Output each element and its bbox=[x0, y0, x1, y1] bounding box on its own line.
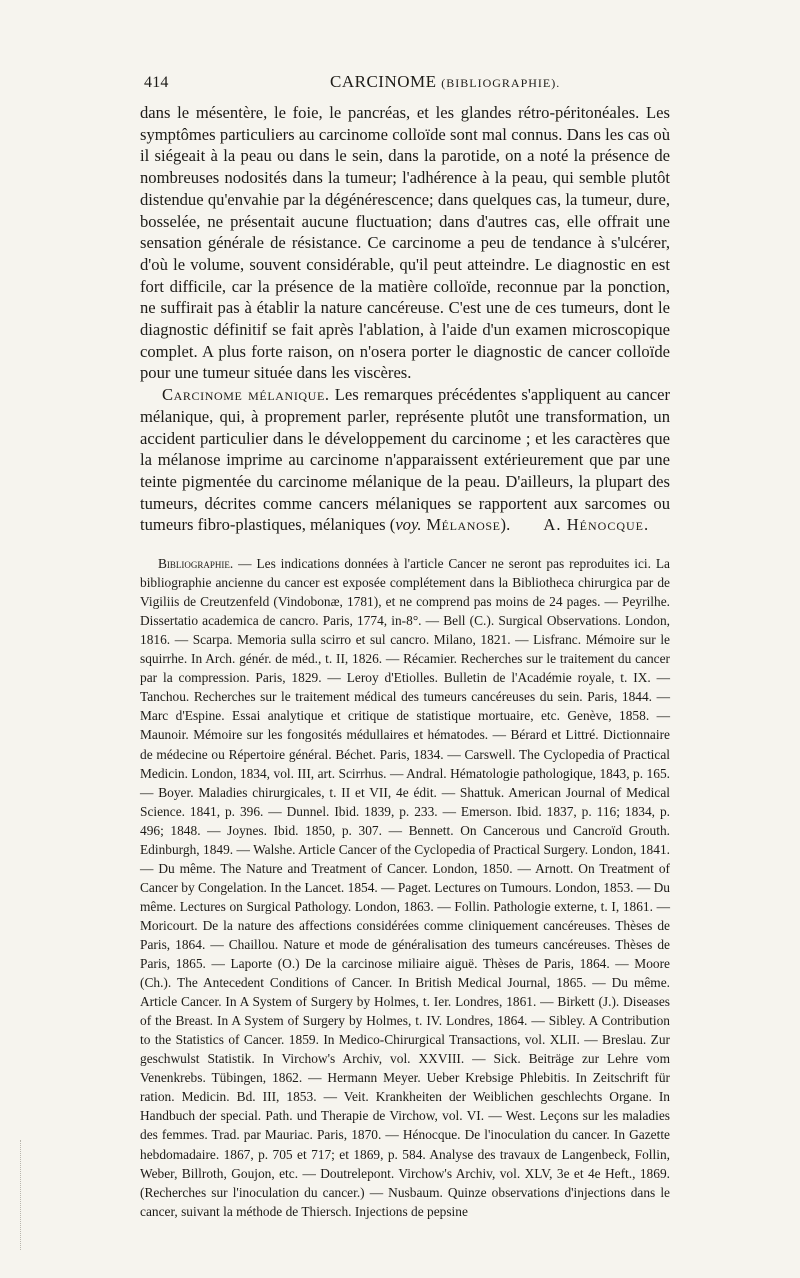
bibliography-paragraph bbox=[140, 554, 670, 1221]
section-label-melanic: Carcinome mélanique. bbox=[162, 385, 330, 405]
running-head-subtitle: (BIBLIOGRAPHIE). bbox=[441, 76, 561, 90]
paragraph-colloid: dans le mésentère, le foie, le pancréas, et les glandes rétro-péritonéales. Les symptômes particuliers au carcinome colloïde sont mal connus. Dans les cas où il siégeait à la peau ou dans le sein, dans la parotide, on a noté la présence de nombreuses nodosités dans la tumeur; l'adhérence à la peau, qui semble plutôt distendue qu'envahie par la dégénérescence; dans quelques cas, la tumeur, dure, bosselée, ne présentait aucune fluctuation; dans d'autres cas, elle offrait une sensation générale de résistance. Ce carcinome a peu de tendance à s'ulcérer, d'où le volume, souvent considérable, qu'il peut atteindre. Le diagnostic en est fort difficile, car la présence de la matière colloïde, reconnue par la ponction, ne suffirait pas à établir la nature cancéreuse. C'est une de ces tumeurs, dont le diagnostic définitif se fait après l'ablation, à l'aide d'un examen microscopique complet. A plus forte raison, on n'osera porter le diagnostic de cancer colloïde pour une tumeur située dans les viscères. bbox=[140, 103, 670, 383]
bibliography-text: — Les indications données à l'article Cancer ne seront pas reproduites ici. La bibliographie ancienne du cancer est exposée complétement dans la Bibliotheca chirurgica par de Vigiliis de Creutzenfeld (Vindobonæ, 1781), et ne comprend pas moins de 24 pages. — Peyrilhe. Dissertatio academica de cancro. Paris, 1774, in-8°. — Bell (C.). Surgical Observations. London, 1816. — Scarpa. Memoria sulla scirro et sul cancro. Milano, 1821. — Lisfranc. Mémoire sur le squirrhe. In Arch. génér. de méd., t. II, 1826. — Récamier. Recherches sur le traitement du cancer par la compression. Paris, 1829. — Leroy d'Etiolles. Bulletin de l'Académie royale, t. IX. — Tanchou. Recherches sur le traitement médical des tumeurs cancéreuses du sein. Paris, 1844. — Marc d'Espine. Essai analytique et critique de statistique mortuaire, etc. Genève, 1858. — Maunoir. Mémoire sur les fongosités médullaires et hématodes. — Bérard et Littré. Dictionnaire de médecine ou Répertoire général. Béchet. Paris, 1834. — Carswell. The Cyclopedia of Practical Medicin. London, 1834, vol. III, art. Scirrhus. — Andral. Hématologie pathologique, 1843, p. 165. — Boyer. Maladies chirurgicales, t. II et VII, 4e édit. — Shattuk. American Journal of Medical Science. 1841, p. 396. — Dunnel. Ibid. 1839, p. 233. — Emerson. Ibid. 1837, p. 116; 1834, p. 496; 1848. — Joynes. Ibid. 1850, p. 307. — Bennett. On Cancerous und Cancroïd Grouth. Edinburgh, 1849. — Walshe. Article Cancer of the Cyclopedia of Practical Surgery. London, 1841. — Du même. The Nature and Treatment of Cancer. London, 1850. — Arnott. On Treatment of Cancer by Congelation. In the Lancet. 1854. — Paget. Lectures on Tumours. London, 1853. — Du même. Lectures on Surgical Pathology. London, 1863. — Follin. Pathologie externe, t. I, 1861. — Moricourt. De la nature des affections considérées comme cliniquement cancéreuses. Thèses de Paris, 1864. — Chaillou. Nature et mode de généralisation des tumeurs cancéreuses. Thèses de Paris, 1865. — Laporte (O.) De la carcinose miliaire aiguë. Thèses de Paris, 1864. — Moore (Ch.). The Antecedent Conditions of Cancer. In British Medical Journal, 1865. — Du même. Article Cancer. In A System of Surgery by Holmes, t. Ier. Londres, 1861. — Birkett (J.). Diseases of the Breast. In A System of Surgery by Holmes, t. IV. Londres, 1864. — Sibley. A Contribution to the Statistics of Cancer. 1859. In Medico-Chirurgical Transactions, vol. XLII. — Breslau. Zur geschwulst Statistik. In Virchow's Archiv, vol. XXVIII. — Sick. Beiträge zur Lehre vom Venenkrebs. Tübingen, 1862. — Hermann Meyer. Ueber Krebsige Phlebitis. In Zeitschrift für ration. Medicin. Bd. III, 1853. — Veit. Krankheiten der Weiblichen geschlechts Organe. In Handbuch der special. Path. und Therapie de Virchow, vol. VI. — West. Leçons sur les maladies des femmes. Trad. par Mauriac. Paris, 1870. — Hénocque. De l'inoculation du cancer. In Gazette hebdomadaire. 1867, p. 705 et 717; et 1869, p. 584. Analyse des travaux de Langenbeck, Follin, Weber, Billroth, Goujon, etc. — Doutrelepont. Virchow's Archiv, vol. XLV, 3e et 4e Heft., 1869. (Recherches sur l'inoculation du cancer.) — Nusbaum. Quinze observations d'injections dans le cancer, suivant la méthode de Thiersch. Injections de pepsine bbox=[140, 556, 670, 1219]
article-author: A. Hénocque. bbox=[543, 515, 650, 535]
see-also-target: Mélanose bbox=[421, 515, 501, 535]
running-head bbox=[330, 72, 560, 92]
book-page bbox=[140, 68, 670, 1221]
see-also-abbrev: voy. bbox=[395, 515, 422, 535]
body-text bbox=[140, 102, 670, 536]
bibliography bbox=[140, 554, 670, 1221]
bibliography-label: Bibliographie. bbox=[158, 556, 234, 572]
see-also-close: ). bbox=[500, 515, 511, 535]
margin-stamp bbox=[20, 1140, 35, 1250]
page-header bbox=[140, 68, 670, 94]
running-head-title: CARCINOME bbox=[330, 72, 437, 91]
paragraph-melanic bbox=[140, 384, 670, 536]
page-number: 414 bbox=[144, 74, 169, 91]
paragraph-melanic-text: Les remarques précédentes s'appliquent au cancer mélanique, qui, à proprement parler, représente plutôt une transformation, un accident particulier dans le développement du carcinome ; et les caractères que la mélanose imprime au carcinome n'apparaissent extérieurement que par une teinte pigmentée du carcinome mélanique de la peau. D'ailleurs, la plupart des tumeurs, décrites comme cancers mélaniques se rapportent aux sarcomes ou tumeurs fibro-plastiques, mélaniques ( bbox=[140, 385, 671, 535]
